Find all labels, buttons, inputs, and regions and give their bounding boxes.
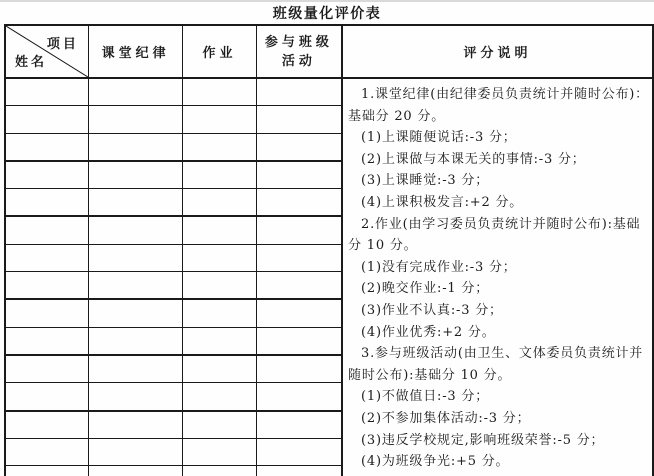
header-homework: 作业 xyxy=(183,25,256,78)
empty-cell xyxy=(256,411,342,439)
empty-cell xyxy=(88,327,183,355)
empty-cell xyxy=(5,411,88,439)
empty-cell xyxy=(256,216,342,244)
empty-cell xyxy=(88,299,183,327)
empty-cell xyxy=(183,133,256,161)
scoring-note-line: (3)作业不认真:-3 分； xyxy=(361,302,503,318)
empty-cell xyxy=(88,216,183,244)
header-class-activities-line1: 参与班级 xyxy=(264,34,333,50)
empty-cell xyxy=(5,106,88,133)
empty-cell xyxy=(183,466,256,476)
empty-cell xyxy=(88,272,183,300)
empty-cell xyxy=(88,189,183,217)
scoring-note-line: (3)违反学校规定,影响班级荣誉:-5 分； xyxy=(361,432,605,448)
scoring-note-line: (1)没有完成作业:-3 分； xyxy=(361,259,517,275)
scoring-note-line: (4)作业优秀:+2 分。 xyxy=(361,324,496,340)
empty-cell xyxy=(88,438,183,465)
empty-cell xyxy=(183,411,256,439)
empty-cell xyxy=(5,438,88,465)
empty-cell xyxy=(5,161,88,189)
header-row xyxy=(5,25,653,78)
empty-cell xyxy=(183,106,256,133)
empty-cell xyxy=(5,78,88,106)
empty-cell xyxy=(183,438,256,465)
empty-cell xyxy=(5,355,88,383)
header-class-activities-line2: 活动 xyxy=(281,53,316,69)
empty-cell xyxy=(5,189,88,217)
empty-cell xyxy=(88,78,183,106)
empty-cell xyxy=(5,244,88,271)
scoring-note-line: 分 10 分。 xyxy=(348,238,418,254)
empty-cell xyxy=(88,133,183,161)
empty-cell xyxy=(256,355,342,383)
empty-cell xyxy=(183,78,256,106)
empty-cell xyxy=(256,272,342,300)
evaluation-table xyxy=(4,24,654,476)
empty-cell xyxy=(256,466,342,476)
empty-cell xyxy=(5,466,88,476)
header-scoring-notes: 评分说明 xyxy=(342,25,653,78)
empty-cell xyxy=(183,355,256,383)
header-classroom-discipline: 课堂纪律 xyxy=(88,25,183,78)
empty-cell xyxy=(256,133,342,161)
table-row xyxy=(5,78,653,106)
empty-cell xyxy=(88,383,183,411)
empty-cell xyxy=(88,106,183,133)
empty-cell xyxy=(256,327,342,355)
scoring-note-line: (2)上课做与本课无关的事情:-3 分； xyxy=(361,151,586,167)
scoring-note-line: (3)上课睡觉:-3 分； xyxy=(361,173,490,189)
empty-cell xyxy=(5,299,88,327)
empty-cell xyxy=(183,272,256,300)
empty-cell xyxy=(183,327,256,355)
empty-cell xyxy=(88,466,183,476)
scoring-note-line: 2.作业(由学习委员负责统计并随时公布):基础 xyxy=(361,216,641,232)
empty-cell xyxy=(5,272,88,300)
empty-cell xyxy=(256,299,342,327)
empty-cell xyxy=(5,383,88,411)
empty-cell xyxy=(5,327,88,355)
empty-cell xyxy=(256,78,342,106)
scoring-note-line: (1)不做值日:-3 分； xyxy=(361,389,490,405)
scoring-note-line: 3.参与班级活动(由卫生、文体委员负责统计并 xyxy=(361,346,644,362)
scoring-note-line: 基础分 20 分。 xyxy=(348,108,446,124)
header-class-activities xyxy=(256,25,342,78)
table-header xyxy=(5,25,653,78)
scoring-note-line: 随时公布):基础分 10 分。 xyxy=(348,367,512,383)
empty-cell xyxy=(183,216,256,244)
scoring-notes-cell xyxy=(342,78,653,476)
empty-cell xyxy=(256,106,342,133)
empty-cell xyxy=(183,161,256,189)
empty-cell xyxy=(183,383,256,411)
empty-cell xyxy=(256,189,342,217)
corner-header-cell xyxy=(5,25,88,78)
page-title: 班级量化评价表 xyxy=(272,6,382,22)
scoring-note-line: (1)上课随便说话:-3 分； xyxy=(361,130,517,146)
table-body xyxy=(5,78,653,476)
scoring-note-line: (2)不参加集体活动:-3 分； xyxy=(361,410,531,426)
empty-cell xyxy=(183,244,256,271)
empty-cell xyxy=(88,244,183,271)
empty-cell xyxy=(88,161,183,189)
empty-cell xyxy=(256,161,342,189)
scoring-notes xyxy=(348,84,649,473)
empty-cell xyxy=(256,244,342,271)
corner-label-name: 姓名 xyxy=(15,55,48,70)
empty-cell xyxy=(183,189,256,217)
empty-cell xyxy=(5,216,88,244)
scoring-note-line: (4)上课积极发言:+2 分。 xyxy=(361,194,524,210)
scoring-note-line: 1.课堂纪律(由纪律委员负责统计并随时公布)： xyxy=(361,87,649,102)
scoring-note-line: (4)为班级争光:+5 分。 xyxy=(361,454,510,470)
corner-label-project: 项目 xyxy=(46,37,79,52)
empty-cell xyxy=(5,133,88,161)
empty-cell xyxy=(256,438,342,465)
empty-cell xyxy=(88,355,183,383)
empty-cell xyxy=(183,299,256,327)
scoring-note-line: (2)晚交作业:-1 分； xyxy=(361,281,490,297)
empty-cell xyxy=(256,383,342,411)
scan-edge-artifact xyxy=(0,0,654,2)
empty-cell xyxy=(88,411,183,439)
